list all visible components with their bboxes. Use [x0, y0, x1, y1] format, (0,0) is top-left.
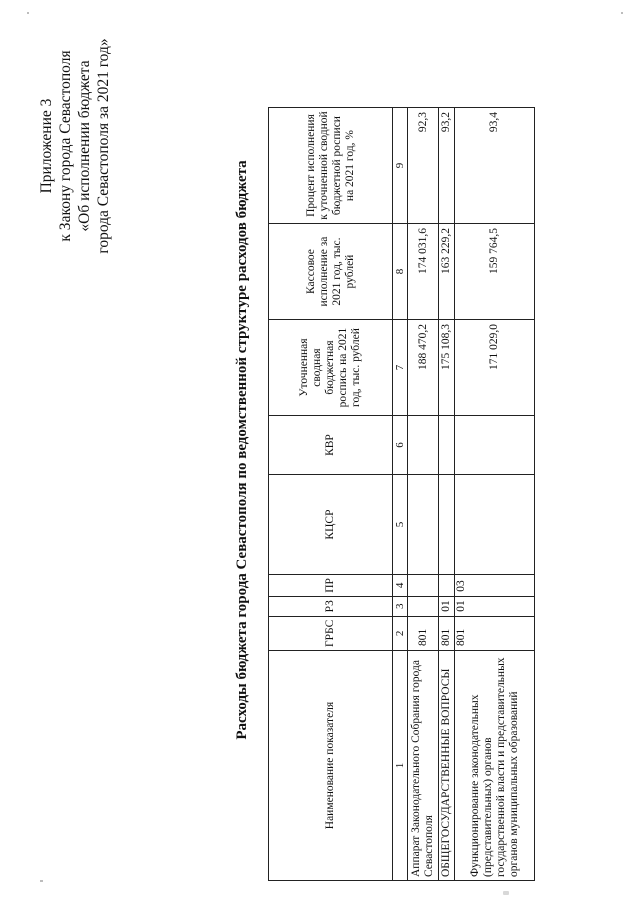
row-kvr — [455, 416, 535, 475]
appendix-line: к Закону города Севастополя — [57, 50, 74, 242]
column-number: 2 — [393, 616, 408, 650]
document-title: Расходы бюджета города Севастополя по ведомственной структуре расходов бюджета — [234, 160, 250, 740]
row-grbs: 801 — [439, 616, 455, 650]
header-kcsr: КЦСР — [269, 475, 393, 575]
row-plan: 175 108,3 — [439, 320, 455, 416]
row-pr: 03 — [455, 575, 535, 597]
appendix-line: «Об исполнении бюджета — [76, 60, 93, 232]
row-exec: 159 764,5 — [455, 224, 535, 320]
row-rz: 01 — [439, 596, 455, 616]
header-plan: Уточненная сводная бюджетная роспись на 2021 год, тыс. рублей — [269, 320, 393, 416]
row-rz — [408, 596, 439, 616]
header-pr: ПР — [269, 575, 393, 597]
header-exec: Кассовое исполнение за 2021 год, тыс. рублей — [269, 224, 393, 320]
header-name: Наименование показателя — [269, 651, 393, 881]
column-number: 9 — [393, 108, 408, 224]
row-exec: 174 031,6 — [408, 224, 439, 320]
row-percent: 93,4 — [455, 108, 535, 224]
column-number: 7 — [393, 320, 408, 416]
column-number: 4 — [393, 575, 408, 597]
row-kcsr — [408, 475, 439, 575]
row-kvr — [408, 416, 439, 475]
header-percent: Процент исполнения к уточненной сводной бюджетной росписи на 2021 год, % — [269, 108, 393, 224]
row-grbs: 801 — [455, 616, 535, 650]
budget-table — [268, 107, 535, 881]
appendix-block — [37, 6, 113, 286]
column-number: 6 — [393, 416, 408, 475]
appendix-line: города Севастополя за 2021 год» — [95, 38, 112, 254]
table-row — [408, 108, 439, 881]
header-row — [269, 108, 393, 881]
column-number: 3 — [393, 596, 408, 616]
column-number: 5 — [393, 475, 408, 575]
row-kcsr — [439, 475, 455, 575]
row-pr — [439, 575, 455, 597]
column-number: 8 — [393, 224, 408, 320]
row-rz: 01 — [455, 596, 535, 616]
row-kcsr — [455, 475, 535, 575]
table-row — [439, 108, 455, 881]
row-name: Функционирование законодательных (представительных) органов государственной власти и представительных органов муниципальных образований — [455, 651, 535, 881]
row-percent: 92,3 — [408, 108, 439, 224]
header-kvr: КВР — [269, 416, 393, 475]
header-grbs: ГРБС — [269, 616, 393, 650]
row-exec: 163 229,2 — [439, 224, 455, 320]
row-kvr — [439, 416, 455, 475]
row-pr — [408, 575, 439, 597]
row-name: Аппарат Законодательного Собрания города Севастополя — [408, 651, 439, 881]
appendix-line: Приложение 3 — [38, 98, 55, 194]
row-name: ОБЩЕГОСУДАРСТВЕННЫЕ ВОПРОСЫ — [439, 651, 455, 881]
row-grbs: 801 — [408, 616, 439, 650]
row-plan: 171 029,0 — [455, 320, 535, 416]
header-rz: РЗ — [269, 596, 393, 616]
table-row — [455, 108, 535, 881]
row-percent: 93,2 — [439, 108, 455, 224]
column-number: 1 — [393, 651, 408, 881]
column-number-row — [393, 108, 408, 881]
row-plan: 188 470,2 — [408, 320, 439, 416]
